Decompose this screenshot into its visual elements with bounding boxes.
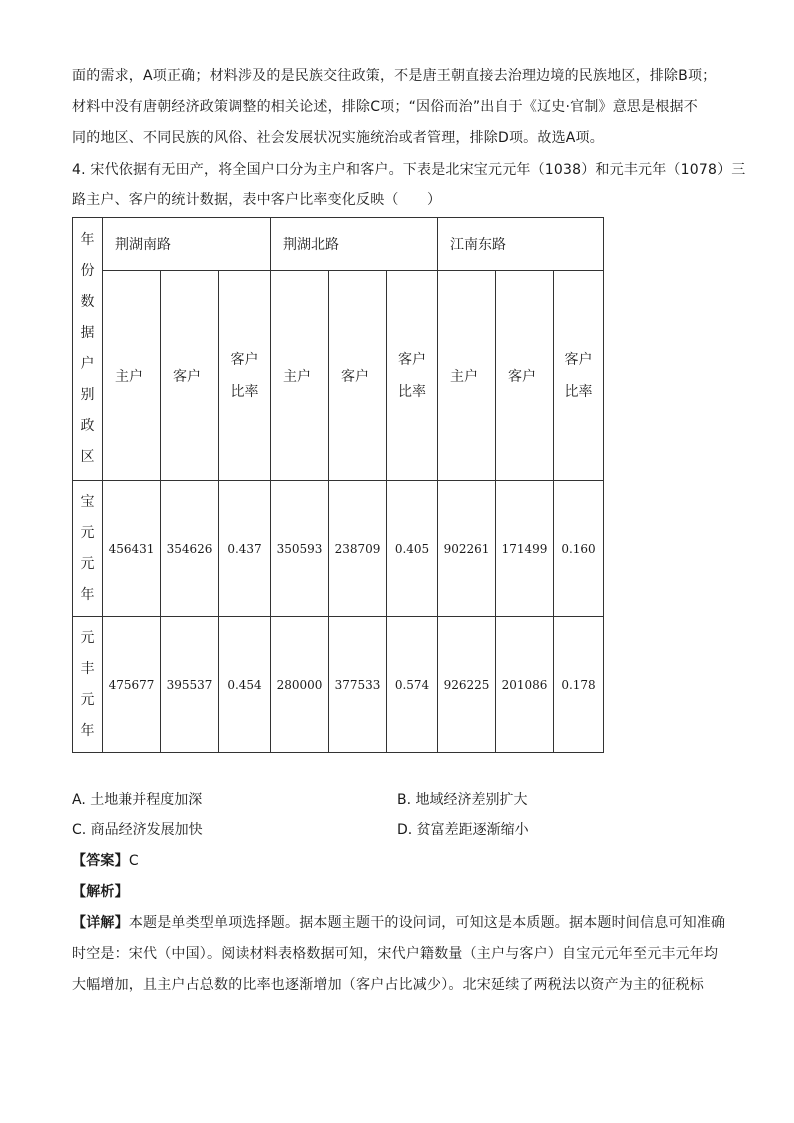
value-cell: 902261 — [438, 481, 496, 617]
sub-header-guest-ratio: 客户比率 — [219, 271, 271, 481]
prev-analysis-line-1: 面的需求，A项正确；材料涉及的是民族交往政策，不是唐王朝直接去治理边境的民族地区，排除B项； — [72, 68, 717, 84]
value-cell: 0.454 — [219, 617, 271, 753]
sub-header-guest-ratio: 客户比率 — [387, 271, 438, 481]
detail-label: 【详解】 — [72, 915, 129, 931]
value-cell: 395537 — [161, 617, 219, 753]
value-cell: 0.437 — [219, 481, 271, 617]
value-cell: 456431 — [103, 481, 161, 617]
table-row — [73, 481, 604, 617]
option-d: D. 贫富差距逐渐缩小 — [397, 822, 529, 838]
answer-label: 【答案】 — [72, 853, 129, 869]
question-stem-line-2: 路主户、客户的统计数据，表中客户比率变化反映（ ） — [72, 192, 442, 208]
region-header: 江南东路 — [438, 218, 604, 271]
value-cell: 475677 — [103, 617, 161, 753]
sub-header-main-household: 主户 — [271, 271, 329, 481]
value-cell: 350593 — [271, 481, 329, 617]
value-cell: 0.405 — [387, 481, 438, 617]
corner-header-cell: 年 份 数 据 户 别 政 区 — [73, 218, 103, 481]
value-cell: 171499 — [496, 481, 554, 617]
sub-header-guest-household: 客户 — [329, 271, 387, 481]
value-cell: 238709 — [329, 481, 387, 617]
region-header: 荆湖南路 — [103, 218, 271, 271]
sub-header-guest-ratio: 客户比率 — [554, 271, 604, 481]
option-b: B. 地域经济差别扩大 — [397, 792, 528, 808]
region-header: 荆湖北路 — [271, 218, 438, 271]
option-c: C. 商品经济发展加快 — [72, 822, 203, 838]
value-cell: 201086 — [496, 617, 554, 753]
table-row — [73, 617, 604, 753]
answer-line — [72, 851, 139, 871]
prev-analysis-line-2: 材料中没有唐朝经济政策调整的相关论述，排除C项；“因俗而治”出自于《辽史·官制》意思是根据不 — [72, 99, 698, 115]
year-cell: 元 丰 元 年 — [73, 617, 103, 753]
value-cell: 0.574 — [387, 617, 438, 753]
sub-header-guest-household: 客户 — [496, 271, 554, 481]
prev-analysis-line-3: 同的地区、不同民族的风俗、社会发展状况实施统治或者管理，排除D项。故选A项。 — [72, 130, 604, 146]
detail-line-3: 大幅增加，且主户占总数的比率也逐渐增加（客户占比减少）。北宋延续了两税法以资产为主的征税标 — [72, 977, 704, 993]
value-cell: 377533 — [329, 617, 387, 753]
value-cell: 354626 — [161, 481, 219, 617]
analysis-label: 【解析】 — [72, 884, 129, 900]
sub-header-main-household: 主户 — [103, 271, 161, 481]
value-cell: 0.160 — [554, 481, 604, 617]
question-stem-line-1: 4. 宋代依据有无田产，将全国户口分为主户和客户。下表是北宋宝元元年（1038）和元丰元年（1078）三 — [72, 162, 746, 178]
year-cell: 宝 元 元 年 — [73, 481, 103, 617]
sub-header-guest-household: 客户 — [161, 271, 219, 481]
household-data-table — [72, 217, 604, 753]
value-cell: 0.178 — [554, 617, 604, 753]
detail-line-1: 【详解】本题是单类型单项选择题。据本题主题干的设问词，可知这是本质题。据本题时间信息可知准确 — [72, 915, 726, 931]
sub-header-main-household: 主户 — [438, 271, 496, 481]
value-cell: 926225 — [438, 617, 496, 753]
value-cell: 280000 — [271, 617, 329, 753]
detail-line-2: 时空是：宋代（中国）。阅读材料表格数据可知，宋代户籍数量（主户与客户）自宝元元年至元丰元年均 — [72, 946, 719, 962]
option-a: A. 土地兼并程度加深 — [72, 792, 203, 808]
answer-value: C — [128, 853, 139, 869]
